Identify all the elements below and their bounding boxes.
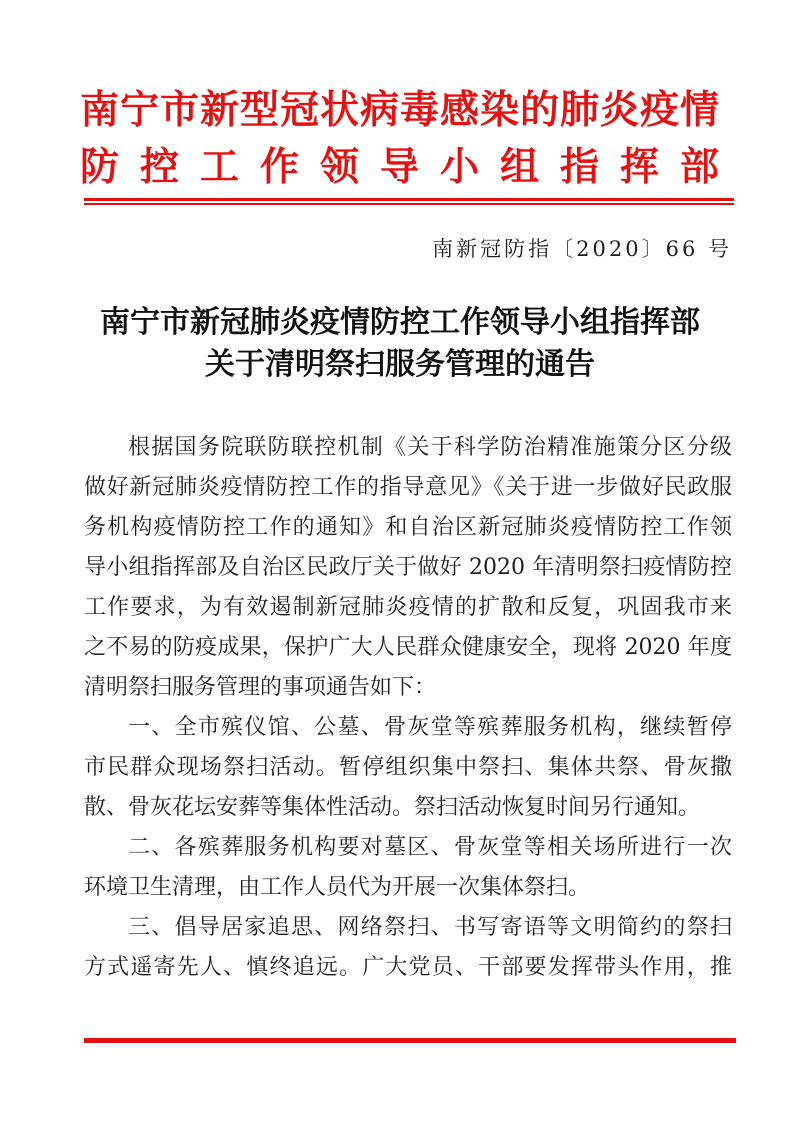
- letterhead: [80, 82, 720, 196]
- body-line: 环境卫生清理，由工作人员代为开展一次集体祭扫。: [84, 875, 591, 900]
- letterhead-divider: [84, 198, 734, 205]
- divider-thin-line: [84, 203, 734, 205]
- body-line: 之不易的防疫成果，保护广大人民群众健康安全，现将 2020 年度: [84, 635, 732, 660]
- letterhead-line-2: 防控工作领导小组指挥部: [80, 144, 720, 190]
- body-line: 导小组指挥部及自治区民政厅关于做好 2020 年清明祭扫疫情防控: [84, 555, 732, 580]
- body-line: 工作要求，为有效遏制新冠肺炎疫情的扩散和反复，巩固我市来: [84, 595, 732, 620]
- document-number: 南新冠防指〔2020〕66 号: [432, 237, 732, 261]
- document-title-line-1: 南宁市新冠肺炎疫情防控工作领导小组指挥部: [100, 305, 700, 340]
- body-line: 根据国务院联防联控机制《关于科学防治精准施策分区分级: [128, 435, 732, 460]
- letterhead-line-1: 南宁市新型冠状病毒感染的肺炎疫情: [80, 87, 721, 133]
- body-line: 散、骨灰花坛安葬等集体性活动。祭扫活动恢复时间另行通知。: [84, 795, 701, 820]
- document-body: [84, 428, 732, 988]
- document-title: [40, 302, 760, 386]
- body-line: 清明祭扫服务管理的事项通告如下：: [84, 675, 437, 700]
- document-title-line-2: 关于清明祭扫服务管理的通告: [205, 347, 595, 382]
- body-line: 三、倡导居家追思、网络祭扫、书写寄语等文明简约的祭扫: [128, 915, 732, 940]
- footer-rule: [84, 1038, 736, 1043]
- body-line: 一、全市殡仪馆、公墓、骨灰堂等殡葬服务机构，继续暂停: [128, 715, 732, 740]
- body-line: 市民群众现场祭扫活动。暂停组织集中祭扫、集体共祭、骨灰撒: [84, 755, 732, 780]
- body-line: 方式遥寄先人、慎终追远。广大党员、干部要发挥带头作用，推: [84, 955, 732, 980]
- body-line: 二、各殡葬服务机构要对墓区、骨灰堂等相关场所进行一次: [128, 835, 732, 860]
- body-line: 做好新冠肺炎疫情防控工作的指导意见》《关于进一步做好民政服: [84, 475, 732, 500]
- body-line: 务机构疫情防控工作的通知》和自治区新冠肺炎疫情防控工作领: [84, 515, 732, 540]
